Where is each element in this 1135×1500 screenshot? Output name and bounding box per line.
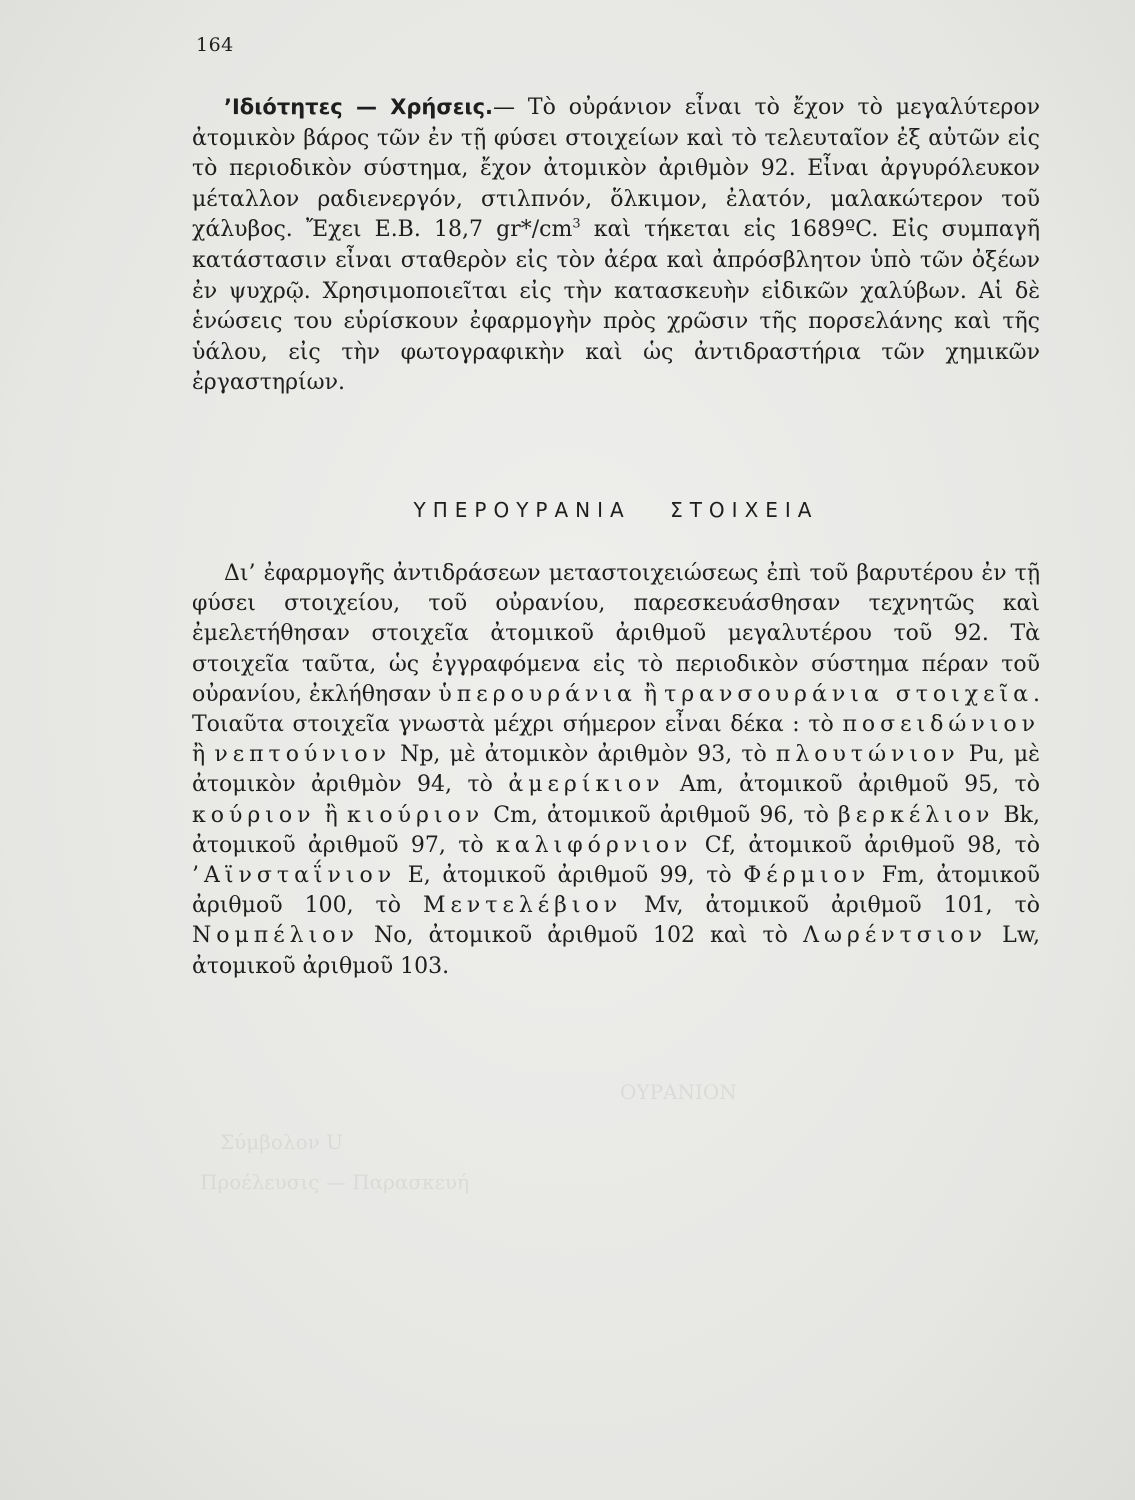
element-name: καλιφόρνιον xyxy=(496,832,693,858)
text-run: ἢ xyxy=(636,681,665,707)
page-number: 164 xyxy=(196,34,234,56)
text-run: ἢ xyxy=(192,742,215,768)
element-name: Φέρμιον xyxy=(743,863,871,889)
paragraph-text: — Τὸ οὐράνιον εἶναι τὸ ἔχον τὸ μεγαλύτερον ἀτομικὸν βάρος τῶν ἐν τῇ φύσει στοιχείων καὶ τὸ τελευταῖον ἐξ αὐτῶν εἰς τὸ περιοδικὸν σύστημα, ἔχον ἀτομικὸν ἀριθμὸν 92. Εἶναι ἀργυρόλευκον μέταλλον ραδιενεργόν, στιλπνόν, ὅλκιμον, ἐλατόν, μαλακώτερον τοῦ χάλυβος. Ἔχει Ε.Β. 18,7 gr*/cm xyxy=(192,95,1040,243)
section-heading: ΥΠΕΡΟΥΡΑΝΙΑ ΣΤΟΙΧΕΙΑ xyxy=(413,498,819,522)
text-run: No, ἀτομικοῦ ἀριθμοῦ 102 καὶ τὸ xyxy=(358,923,804,949)
paragraph-properties xyxy=(192,92,1040,399)
bleed-through: Σύμβολον U xyxy=(220,1130,343,1154)
superscript: 3 xyxy=(572,217,581,233)
text-run: Fm, ἀτομικοῦ ἀριθμοῦ 100, τὸ xyxy=(192,863,1040,919)
text-run: Pu, μὲ ἀτομικὸν ἀριθμὸν 94, τὸ xyxy=(192,742,1040,798)
element-name: νεπτούνιον xyxy=(214,742,391,768)
text-run: Cm, ἀτομικοῦ ἀριθμοῦ 96, τὸ xyxy=(484,802,839,828)
text-run: . Τοιαῦτα στοιχεῖα γνωστὰ μέχρι σήμερον εἶναι δέκα : τὸ xyxy=(192,681,1040,738)
element-name: ἀμερίκιον xyxy=(508,772,665,798)
text-run: ἢ xyxy=(315,802,347,828)
bleed-through: Προέλευσις — Παρασκευή xyxy=(200,1170,470,1194)
text-run: Lw, ἀτομικοῦ ἀριθμοῦ 103. xyxy=(192,923,1040,979)
text-run: Mv, ἀτομικοῦ ἀριθμοῦ 101, τὸ xyxy=(622,893,1040,919)
element-name: ’Αϊνσταΐνιον xyxy=(192,863,397,889)
element-name: βερκέλιον xyxy=(838,802,995,828)
element-name: κούριον xyxy=(192,802,316,828)
text-run: E, ἀτομικοῦ ἀριθμοῦ 99, τὸ xyxy=(396,863,744,889)
text-run: Δι’ ἐφαρμογῆς ἀντιδράσεων μεταστοιχειώσεως ἐπὶ τοῦ βαρυτέρου ἐν τῇ φύσει στοιχείου, τοῦ οὐρανίου, παρεσκευάσθησαν τεχνητῶς καὶ ἐμελετήθησαν στοιχεῖα ἀτομικοῦ ἀριθμοῦ μεγαλυτέρου τοῦ 92. Τὰ στοιχεῖα ταῦτα, ὡς ἐγγραφόμενα εἰς τὸ περιοδικὸν σύστημα πέραν τοῦ οὐρανίου, ἐκλήθησαν xyxy=(192,561,1040,707)
paragraph-text-continued: καὶ τήκεται εἰς 1689ºC. Εἰς συμπαγῆ κατάστασιν εἶναι σταθερὸν εἰς τὸν ἀέρα καὶ ἀπρόσβλητον ὑπὸ τῶν ὀξέων ἐν ψυχρῷ. Χρησιμοποιεῖται εἰς τὴν κατασκευὴν εἰδικῶν χαλύβων. Αἱ δὲ ἑνώσεις του εὑρίσκουν ἐφαρμογὴν πρὸς χρῶσιν τῆς πορσελάνης καὶ τῆς ὑάλου, εἰς τὴν φωτογραφικὴν καὶ ὡς ἀντιδραστήρια τῶν χημικῶν ἐργαστηρίων. xyxy=(192,217,1041,396)
element-name: Λωρέντσιον xyxy=(803,923,988,949)
text-run: Np, μὲ ἀτομικὸν ἀριθμὸν 93, τὸ xyxy=(390,742,776,768)
spaced-term: ὑπερουράνια xyxy=(438,681,637,707)
bleed-through: ΟΥΡΑΝΙΟΝ xyxy=(620,1080,737,1104)
text-run: Cf, ἀτομικοῦ ἀριθμοῦ 98, τὸ xyxy=(692,832,1040,858)
element-name: κιούριον xyxy=(346,802,485,828)
paragraph-heading: ’Ιδιότητες — Χρήσεις. xyxy=(224,95,494,119)
paragraph-transuranium xyxy=(192,559,1040,982)
spaced-term: τρανσουράνια στοιχεῖα xyxy=(664,681,1033,707)
text-run: Bk, ἀτομικοῦ ἀριθμοῦ 97, τὸ xyxy=(192,802,1041,858)
element-name: πλουτώνιον xyxy=(775,742,960,768)
element-name: Νομπέλιον xyxy=(192,923,359,949)
element-name: ποσειδώνιον xyxy=(842,712,1040,738)
element-name: Μεντελέβιον xyxy=(422,893,623,919)
text-run: Am, ἀτομικοῦ ἀριθμοῦ 95, τὸ xyxy=(664,772,1040,798)
